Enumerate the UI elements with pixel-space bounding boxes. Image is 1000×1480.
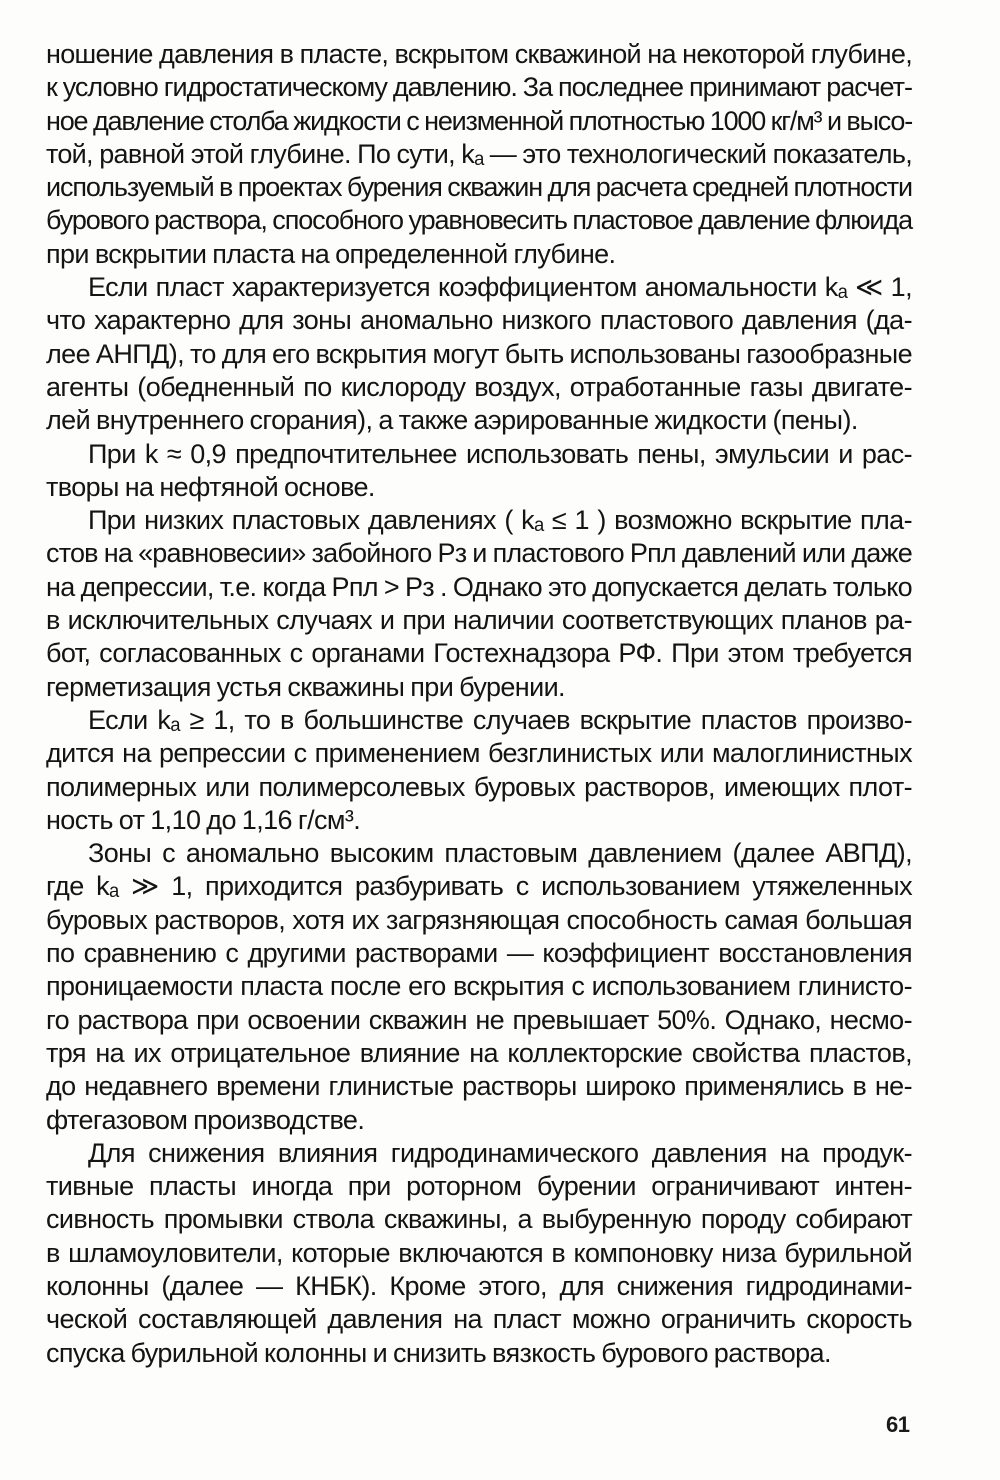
paragraph [46,504,912,704]
text-line: агенты (обедненный по кислороду воздух, отработанные газы двигате- [46,371,912,402]
text-line: к условно гидростатическому давлению. За последнее принимают расчет- [46,72,912,103]
text-line: герметизация устья скважины при бурении. [46,671,565,702]
text-line: при вскрытии пласта на определенной глубине. [46,238,616,269]
text-line: колонны (далее — КНБК). Кроме этого, для снижения гидродинами- [46,1270,912,1301]
text-line: стов на «равновесии» забойного Pз и пластового Pпл давлений или даже [46,538,912,569]
text-line: бот, согласованных с органами Гостехнадзора РФ. При этом требуется [46,638,912,669]
text-line: где kₐ ≫ 1, приходится разбуривать с использованием утяжеленных [46,871,912,902]
text-line: ношение давления в пласте, вскрытом скважиной на некоторой глубине, [46,39,912,69]
paragraph [46,837,912,1137]
text-line: бурового раствора, способного уравновесить пластовое давление флюида [46,205,912,236]
text-line: в шламоуловители, которые включаются в компоновку низа бурильной [46,1237,912,1268]
text-line: ное давление столба жидкости с неизменной плотностью 1000 кг/м³ и высо- [46,105,912,136]
text-line: той, равной этой глубине. По сути, kₐ — это технологический показатель, [46,138,912,169]
text-line: ческой составляющей давления на пласт можно ограничить скорость [46,1304,912,1335]
text-line: полимерных или полимерсолевых буровых растворов, имеющих плот- [46,771,912,802]
text-line: сивность промывки ствола скважины, а выбуренную породу собирают [46,1204,912,1235]
text-line: лее АНПД), то для его вскрытия могут быть использованы газообразные [46,338,912,369]
text-line: что характерно для зоны аномально низкого пластового давления (да- [46,305,912,336]
paragraph [46,704,912,837]
text-line: используемый в проектах бурения скважин для расчета средней плотности [46,172,912,203]
paragraph [46,271,912,437]
body-text [46,38,912,1370]
text-line: творы на нефтяной основе. [46,471,375,502]
text-line: Если kₐ ≥ 1, то в большинстве случаев вскрытие пластов произво- [88,704,912,735]
text-line: ность от 1,10 до 1,16 г/см³. [46,804,361,835]
text-line: Зоны с аномально высоким пластовым давлением (далее АВПД), [88,838,912,869]
text-line: по сравнению с другими растворами — коэффициент восстановления [46,938,912,969]
text-line: спуска бурильной колонны и снизить вязкость бурового раствора. [46,1337,831,1368]
text-line: на депрессии, т.е. когда Pпл > Pз . Однако это допускается делать только [46,571,912,602]
text-line: го раствора при освоении скважин не превышает 50%. Однако, несмо- [46,1004,912,1035]
text-line: Для снижения влияния гидродинамического давления на продук- [88,1137,912,1168]
paragraph [46,38,912,271]
text-line: При низких пластовых давлениях ( kₐ ≤ 1 ) возможно вскрытие пла- [88,505,912,536]
text-line: При k ≈ 0,9 предпочтительнее использовать пены, эмульсии и рас- [88,438,912,469]
text-line: до недавнего времени глинистые растворы широко применялись в не- [46,1071,912,1102]
text-line: буровых растворов, хотя их загрязняющая способность самая большая [46,904,912,935]
text-line: Если пласт характеризуется коэффициентом аномальности kₐ ≪ 1, [88,272,912,303]
paragraph [46,438,912,505]
text-line: проницаемости пласта после его вскрытия с использованием глинисто- [46,971,912,1002]
text-line: лей внутреннего сгорания), а также аэрированные жидкости (пены). [46,405,858,436]
text-line: дится на репрессии с применением безглинистых или малоглинистных [46,738,912,769]
page-number: 61 [886,1412,910,1437]
text-line: тивные пласты иногда при роторном бурении ограничивают интен- [46,1171,912,1202]
text-line: фтегазовом производстве. [46,1104,365,1135]
paragraph [46,1137,912,1370]
text-line: тря на их отрицательное влияние на коллекторские свойства пластов, [46,1037,912,1068]
text-line: в исключительных случаях и при наличии соответствующих планов ра- [46,605,912,636]
